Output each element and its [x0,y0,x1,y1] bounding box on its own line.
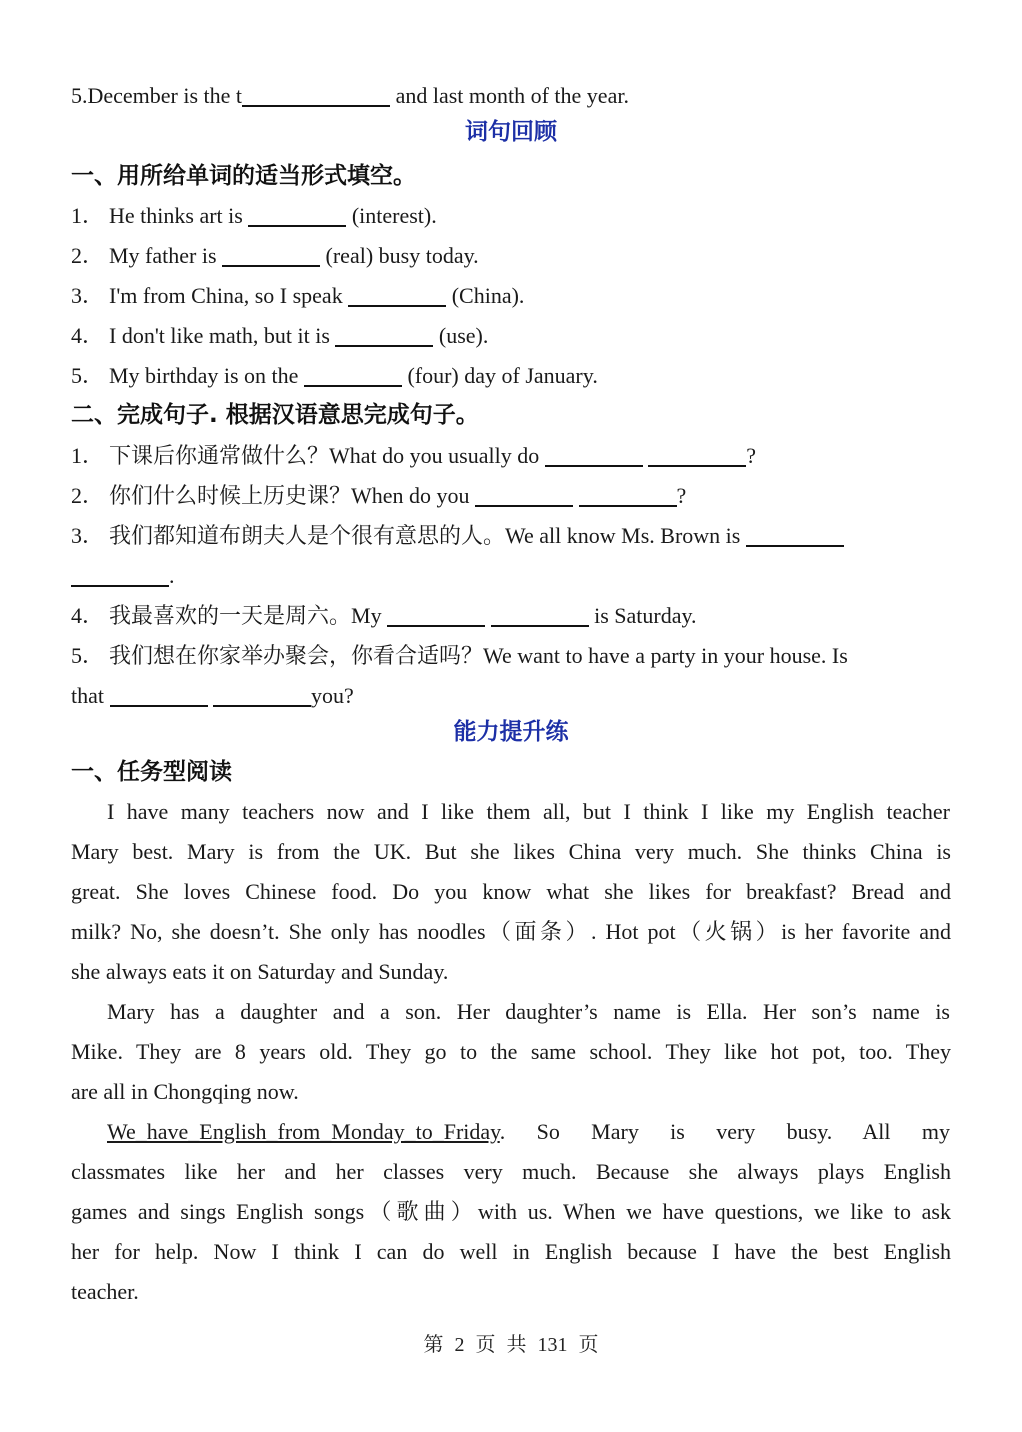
answer-blank[interactable] [746,523,844,547]
item-text: 5.December is the t [71,83,243,108]
item-text: My father is [109,243,223,268]
item-number: 4． [71,603,105,628]
passage-line: I have many teachers now and I like them all, but I think I like my English teacher [107,799,950,824]
answer-blank[interactable] [335,323,433,347]
fill-item [71,196,951,236]
item-text: My birthday is on the [109,363,304,388]
item-hint: (real) busy today. [320,243,479,268]
part2-heading: 二、完成句子. 根据汉语意思完成句子。 [71,402,479,428]
item-text: . [169,563,175,588]
answer-blank[interactable] [248,203,346,227]
passage-line: are all in Chongqing now. [71,1079,299,1104]
item-number: 5． [71,643,105,668]
item-number: 5． [71,363,105,388]
item-hint: (use). [433,323,489,348]
item-text: ? [676,483,687,508]
translate-item [71,636,951,677]
item-text: We all know Ms. Brown is [505,523,746,548]
item-text: is Saturday. [588,603,697,628]
answer-blank[interactable] [491,603,589,627]
answer-blank[interactable] [242,83,390,107]
chinese-prompt: 你们什么时候上历史课？ [109,484,352,509]
fill-item [71,356,951,396]
chinese-prompt: 我最喜欢的一天是周六。 [109,604,352,629]
passage-line: games and sings English songs（歌曲）with us. When we have questions, we like to ask [71,1199,951,1224]
passage-line: Mary has a daughter and a son. Her daughter’s name is Ella. Her son’s name is [107,999,950,1024]
translate-item-continued [71,676,951,716]
answer-blank[interactable] [648,443,746,467]
answer-blank[interactable] [579,483,677,507]
item-text: What do you usually do [329,443,545,468]
answer-blank[interactable] [304,363,402,387]
section-title-review: 词句回顾 [465,119,557,145]
item-text: When do you [351,483,476,508]
fill-item [71,236,951,276]
item-number: 3． [71,283,105,308]
item-number: 1． [71,443,105,468]
passage-line: she always eats it on Saturday and Sunday. [71,959,449,984]
item-number: 1． [71,203,105,228]
translate-item [71,596,951,637]
underlined-sentence: We_have_English_from_Monday_to_Friday [107,1119,500,1144]
item-text: that [71,683,110,708]
answer-blank[interactable] [348,283,446,307]
chinese-prompt: 我们都知道布朗夫人是个很有意思的人。 [109,524,506,549]
passage-line: great. She loves Chinese food. Do you know what she likes for breakfast? Bread and [71,879,951,904]
section-title-advanced: 能力提升练 [453,719,569,745]
fill-item [71,316,951,356]
top-item [71,76,951,116]
item-text: I don't like math, but it is [109,323,336,348]
item-text: and last month of the year. [390,83,629,108]
translate-item-continued [71,556,951,596]
answer-blank[interactable] [71,563,169,587]
item-text: ? [746,443,756,468]
translate-item [71,476,951,517]
fill-item [71,276,951,316]
item-hint: (China). [446,283,525,308]
answer-blank[interactable] [213,683,311,707]
passage-text: . So Mary is very busy. All my [499,1119,950,1144]
item-text: We want to have a party in your house. Is [483,643,848,668]
passage-line: milk? No, she doesn’t. She only has noodles（面条）. Hot pot（火锅）is her favorite and [71,919,951,944]
passage-line: her for help. Now I think I can do well in English because I have the best English [71,1239,951,1264]
item-number: 4． [71,323,105,348]
answer-blank[interactable] [222,243,320,267]
passage-line: teacher. [71,1279,139,1304]
item-number: 3． [71,523,105,548]
chinese-prompt: 我们想在你家举办聚会，你看合适吗？ [109,644,484,669]
item-text: you? [311,683,354,708]
passage-line [107,1112,950,1152]
item-hint: (interest). [346,203,437,228]
answer-blank[interactable] [110,683,208,707]
part1-heading: 一、用所给单词的适当形式填空。 [71,163,416,189]
answer-blank[interactable] [545,443,643,467]
answer-blank[interactable] [475,483,573,507]
item-text: He thinks art is [109,203,249,228]
reading-heading: 一、任务型阅读 [71,759,232,785]
item-number: 2． [71,243,105,268]
item-text: I'm from China, so I speak [109,283,349,308]
translate-item [71,516,951,557]
passage-line: Mike. They are 8 years old. They go to the same school. They like hot pot, too. They [71,1039,951,1064]
chinese-prompt: 下课后你通常做什么？ [109,444,330,469]
item-hint: (four) day of January. [401,363,598,388]
page-number: 第 2 页 共 131 页 [423,1334,599,1356]
item-number: 2． [71,483,105,508]
passage-line: Mary best. Mary is from the UK. But she likes China very much. She thinks China is [71,839,951,864]
item-text: My [351,603,388,628]
answer-blank[interactable] [387,603,485,627]
passage-line: classmates like her and her classes very much. Because she always plays English [71,1159,951,1184]
translate-item [71,436,951,477]
